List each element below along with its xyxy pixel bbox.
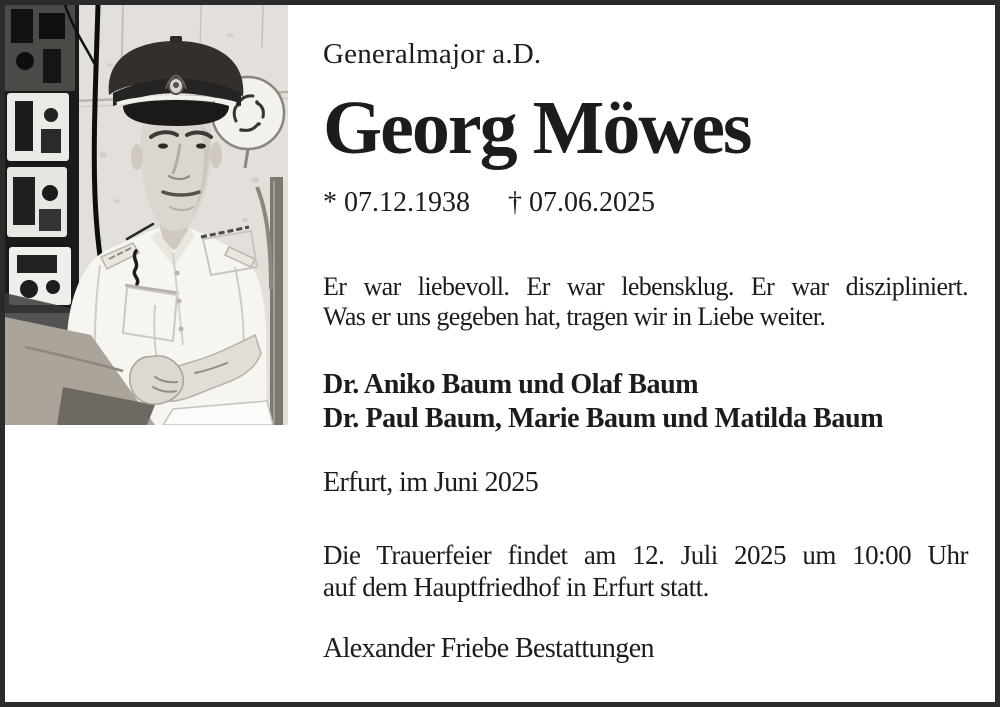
life-dates bbox=[323, 187, 655, 218]
title-prefix: Generalmajor a.D. bbox=[323, 38, 542, 70]
mourners-list bbox=[323, 368, 968, 436]
mourners-line: Dr. Paul Baum, Marie Baum und Matilda Baum bbox=[323, 403, 884, 434]
right-ear bbox=[210, 142, 222, 168]
tribute-line: Er war liebevoll. Er war lebensklug. Er war diszipliniert. bbox=[323, 272, 968, 301]
death-date: 07.06.2025 bbox=[529, 187, 655, 218]
died-symbol: † bbox=[508, 187, 522, 218]
ceremony-line: Die Trauerfeier findet am 12. Juli 2025 um 10:00 Uhr bbox=[323, 540, 968, 570]
deceased-name: Georg Möwes bbox=[323, 86, 751, 170]
obituary-text-column bbox=[323, 0, 968, 707]
born-symbol: * bbox=[323, 187, 337, 218]
equipment-rack bbox=[5, 5, 79, 313]
birth-date: 07.12.1938 bbox=[344, 187, 470, 218]
ceremony-info bbox=[323, 539, 968, 603]
ceremony-line: auf dem Hauptfriedhof in Erfurt statt. bbox=[323, 572, 709, 602]
left-ear bbox=[131, 144, 143, 170]
portrait-photo bbox=[5, 5, 288, 425]
tribute-line: Was er uns gegeben hat, tragen wir in Liebe weiter. bbox=[323, 302, 826, 331]
funeral-home: Alexander Friebe Bestattungen bbox=[323, 633, 654, 664]
mourners-line: Dr. Aniko Baum und Olaf Baum bbox=[323, 369, 699, 400]
birth-group bbox=[323, 187, 470, 218]
portrait-photo-art bbox=[5, 5, 288, 425]
tribute-paragraph bbox=[323, 272, 968, 332]
death-group bbox=[508, 187, 655, 218]
place-and-date: Erfurt, im Juni 2025 bbox=[323, 467, 539, 498]
